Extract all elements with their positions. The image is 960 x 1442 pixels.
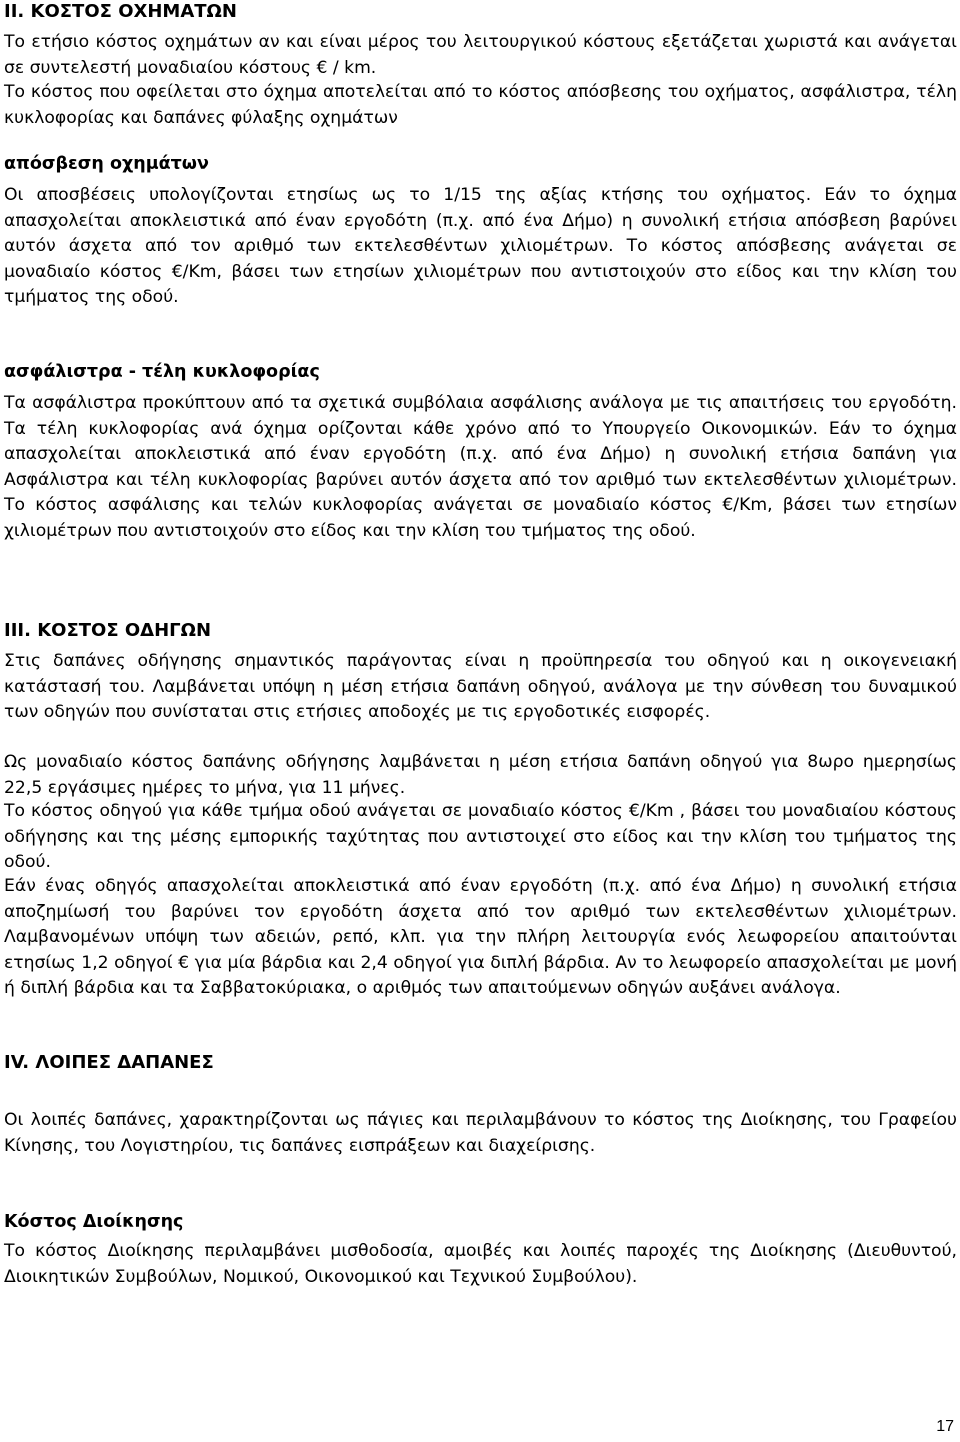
paragraph-other-expenses: Οι λοιπές δαπάνες, χαρακτηρίζονται ως πάγιες και περιλαμβάνουν το κόστος της Διοίκησης, του Γραφείου Κίνησης, του Λογιστηρίου, τις δαπάνες εισπράξεων και διαχείρισης. <box>4 1110 957 1156</box>
paragraph-vehicle-intro-1: Το ετήσιο κόστος οχημάτων αν και είναι μέρος του λειτουργικού κόστους εξετάζεται χωριστά και ανάγεται σε συντελεστή μοναδιαίου κόστους € / km. <box>4 32 957 78</box>
section-heading-driver-cost: ΙΙΙ. ΚΟΣΤΟΣ ΟΔΗΓΩΝ <box>4 620 212 641</box>
paragraph-insurance: Τα ασφάλιστρα προκύπτουν από τα σχετικά συμβόλαια ασφάλισης ανάλογα με τις απαιτήσεις του εργοδότη. Τα τέλη κυκλοφορίας ανά όχημα ορίζονται κάθε χρόνο από το Υπουργείο Οικονομικών. Εάν το όχημα απασχολείται αποκλειστικά από έναν εργοδότη (π.χ. από ένα Δήμο) η συνολική ετήσια δαπάνη για Ασφάλιστρα και τέλη κυκλοφορίας βαρύνει αυτόν άσχετα από τον αριθμό των εκτελεσθέντων χιλιομέτρων. Το κόστος ασφάλισης και τελών κυκλοφορίας ανάγεται σε μοναδιαίο κόστος €/Km, βάσει των ετησίων χιλιομέτρων που αντιστοιχούν στο είδος και την κλίση του τμήματος της οδού. <box>4 393 957 541</box>
paragraph-depreciation: Οι αποσβέσεις υπολογίζονται ετησίως ως το 1/15 της αξίας κτήσης του οχήματος. Εάν το όχημα απασχολείται αποκλειστικά από έναν εργοδότη (π.χ. από ένα Δήμο) η συνολική ετήσια απόσβεση βαρύνει αυτόν άσχετα από τον αριθμό των εκτελεσθέντων χιλιομέτρων. Το κόστος απόσβεσης ανάγεται σε μοναδιαίο κόστος €/Km, βάσει των ετησίων χιλιομέτρων που αντιστοιχούν στο είδος και την κλίση του τμήματος της οδού. <box>4 185 957 308</box>
section-heading-other-expenses: ΙV. ΛΟΙΠΕΣ ΔΑΠΑΝΕΣ <box>4 1052 214 1073</box>
subheading-depreciation: απόσβεση οχημάτων <box>4 154 209 174</box>
page-number: 17 <box>936 1418 954 1435</box>
paragraph-vehicle-intro-2: Το κόστος που οφείλεται στο όχημα αποτελείται από το κόστος απόσβεσης του οχήματος, ασφάλιστρα, τέλη κυκλοφορίας και δαπάνες φύλαξης οχημάτων <box>4 82 957 128</box>
paragraph-drivers-2: Ως μοναδιαίο κόστος δαπάνης οδήγησης λαμβάνεται η μέση ετήσια δαπάνη οδηγού για 8ωρο ημερησίως 22,5 εργάσιμες ημέρες το μήνα, για 11 μήνες. <box>4 752 957 798</box>
paragraph-drivers-1: Στις δαπάνες οδήγησης σημαντικός παράγοντας είναι η προϋπηρεσία του οδηγού και η οικογενειακή κατάστασή του. Λαμβάνεται υπόψη η μέση ετήσια δαπάνη οδηγού, ανάλογα με την σύνθεση του δυναμικού των οδηγών που συνίσταται στις ετήσιες αποδοχές με τις εργοδοτικές εισφορές. <box>4 651 957 723</box>
subheading-admin-cost: Κόστος Διοίκησης <box>4 1212 184 1232</box>
section-heading-vehicle-cost: ΙΙ. ΚΟΣΤΟΣ ΟΧΗΜΑΤΩΝ <box>4 1 237 22</box>
paragraph-admin-cost: Το κόστος Διοίκησης περιλαμβάνει μισθοδοσία, αμοιβές και λοιπές παροχές της Διοίκησης (Διευθυντού, Διοικητικών Συμβούλων, Νομικού, Οικονομικού και Τεχνικού Συμβούλου). <box>4 1241 957 1287</box>
subheading-insurance: ασφάλιστρα - τέλη κυκλοφορίας <box>4 362 320 382</box>
paragraph-drivers-4: Εάν ένας οδηγός απασχολείται αποκλειστικά από έναν εργοδότη (π.χ. από ένα Δήμο) η συνολική ετήσια αποζημίωσή του βαρύνει τον εργοδότη άσχετα από τον αριθμό των εκτελεσθέντων χιλιομέτρων. Λαμβανομένων υπόψη των αδειών, ρεπό, κλπ. για την πλήρη λειτουργία ενός λεωφορείου απαιτούνται ετησίως 1,2 οδηγοί € για μία βάρδια και 2,4 οδηγοί για διπλή βάρδια. Αν το λεωφορείο απασχολείται με μονή ή διπλή βάρδια και τα Σαββατοκύριακα, ο αριθμός των απαιτούμενων οδηγών αυξάνει ανάλογα. <box>4 876 957 999</box>
paragraph-drivers-3: Το κόστος οδηγού για κάθε τμήμα οδού ανάγεται σε μοναδιαίο κόστος €/Km , βάσει του μοναδιαίου κόστους οδήγησης και της μέσης εμπορικής ταχύτητας που αντιστοιχεί στο είδος και την κλίση του τμήματος της οδού. <box>4 801 957 873</box>
